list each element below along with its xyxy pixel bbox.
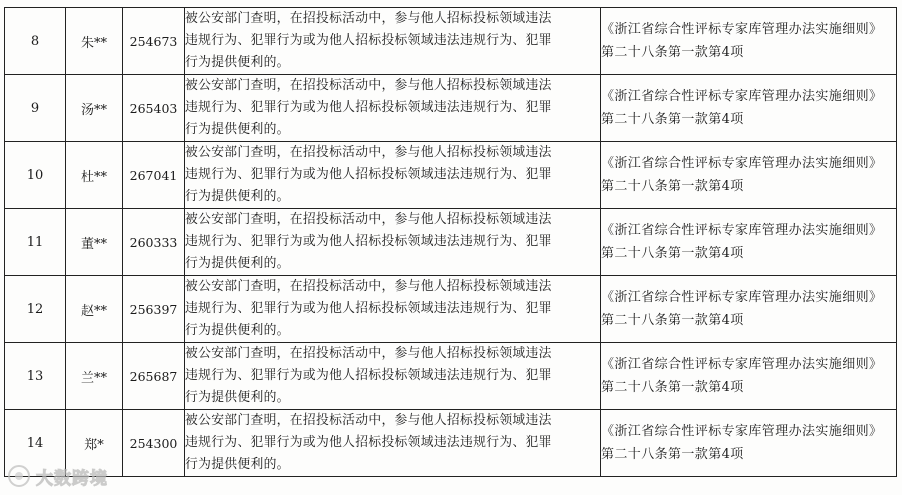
reason-line: 被公安部门查明，在招投标活动中，参与他人招标投标领域违法	[185, 145, 552, 160]
row-number: 14	[5, 410, 66, 477]
expert-id: 256397	[123, 276, 185, 343]
expert-id: 254673	[123, 8, 185, 75]
expert-name: 赵**	[66, 276, 123, 343]
basis-line: 《浙江省综合性评标专家库管理办法实施细则》	[601, 357, 883, 372]
watermark-text: 大数跨境	[36, 468, 108, 489]
reason-line: 违规行为、犯罪行为或为他人招标投标领域违法违规行为、犯罪	[185, 167, 552, 182]
reason-line: 行为提供便利的。	[185, 457, 290, 472]
table-row	[5, 410, 897, 477]
basis-line: 第二十八条第一款第4项	[601, 313, 744, 328]
expert-name: 朱**	[66, 8, 123, 75]
row-number: 8	[5, 8, 66, 75]
basis-line: 第二十八条第一款第4项	[601, 447, 744, 462]
reason-line: 违规行为、犯罪行为或为他人招标投标领域违法违规行为、犯罪	[185, 435, 552, 450]
reason-line: 行为提供便利的。	[185, 256, 290, 271]
violation-reason	[185, 276, 601, 343]
legal-basis	[601, 410, 897, 477]
reason-line: 行为提供便利的。	[185, 323, 290, 338]
reason-line: 行为提供便利的。	[185, 189, 290, 204]
violation-reason	[185, 8, 601, 75]
reason-line: 被公安部门查明，在招投标活动中，参与他人招标投标领域违法	[185, 279, 552, 294]
table-row	[5, 276, 897, 343]
row-number: 12	[5, 276, 66, 343]
expert-id: 265687	[123, 343, 185, 410]
reason-line: 被公安部门查明，在招投标活动中，参与他人招标投标领域违法	[185, 413, 552, 428]
basis-line: 第二十八条第一款第4项	[601, 380, 744, 395]
table-row	[5, 142, 897, 209]
expert-id: 260333	[123, 209, 185, 276]
basis-line: 第二十八条第一款第4项	[601, 45, 744, 60]
legal-basis	[601, 209, 897, 276]
basis-line: 《浙江省综合性评标专家库管理办法实施细则》	[601, 89, 883, 104]
reason-line: 被公安部门查明，在招投标活动中，参与他人招标投标领域违法	[185, 212, 552, 227]
expert-name: 兰**	[66, 343, 123, 410]
basis-line: 《浙江省综合性评标专家库管理办法实施细则》	[601, 156, 883, 171]
basis-line: 《浙江省综合性评标专家库管理办法实施细则》	[601, 22, 883, 37]
expert-penalty-table	[4, 7, 897, 477]
expert-name: 杜**	[66, 142, 123, 209]
violation-reason	[185, 142, 601, 209]
legal-basis	[601, 343, 897, 410]
violation-reason	[185, 75, 601, 142]
violation-reason	[185, 343, 601, 410]
row-number: 11	[5, 209, 66, 276]
legal-basis	[601, 8, 897, 75]
expert-name: 郑*	[66, 410, 123, 477]
reason-line: 被公安部门查明，在招投标活动中，参与他人招标投标领域违法	[185, 346, 552, 361]
violation-reason	[185, 209, 601, 276]
reason-line: 行为提供便利的。	[185, 390, 290, 405]
expert-id: 254300	[123, 410, 185, 477]
row-number: 10	[5, 142, 66, 209]
reason-line: 行为提供便利的。	[185, 55, 290, 70]
row-number: 13	[5, 343, 66, 410]
row-number: 9	[5, 75, 66, 142]
reason-line: 被公安部门查明，在招投标活动中，参与他人招标投标领域违法	[185, 11, 552, 26]
reason-line: 行为提供便利的。	[185, 122, 290, 137]
table-row	[5, 209, 897, 276]
reason-line: 违规行为、犯罪行为或为他人招标投标领域违法违规行为、犯罪	[185, 100, 552, 115]
legal-basis	[601, 75, 897, 142]
basis-line: 《浙江省综合性评标专家库管理办法实施细则》	[601, 424, 883, 439]
basis-line: 《浙江省综合性评标专家库管理办法实施细则》	[601, 290, 883, 305]
table-body	[5, 8, 897, 477]
table-row	[5, 75, 897, 142]
reason-line: 违规行为、犯罪行为或为他人招标投标领域违法违规行为、犯罪	[185, 33, 552, 48]
legal-basis	[601, 276, 897, 343]
basis-line: 第二十八条第一款第4项	[601, 246, 744, 261]
basis-line: 第二十八条第一款第4项	[601, 112, 744, 127]
basis-line: 第二十八条第一款第4项	[601, 179, 744, 194]
reason-line: 违规行为、犯罪行为或为他人招标投标领域违法违规行为、犯罪	[185, 234, 552, 249]
reason-line: 违规行为、犯罪行为或为他人招标投标领域违法违规行为、犯罪	[185, 368, 552, 383]
expert-name: 汤**	[66, 75, 123, 142]
legal-basis	[601, 142, 897, 209]
violation-reason	[185, 410, 601, 477]
watermark	[8, 464, 108, 488]
expert-name: 董**	[66, 209, 123, 276]
reason-line: 违规行为、犯罪行为或为他人招标投标领域违法违规行为、犯罪	[185, 301, 552, 316]
table-row	[5, 8, 897, 75]
reason-line: 被公安部门查明，在招投标活动中，参与他人招标投标领域违法	[185, 78, 552, 93]
brand-logo-icon	[8, 465, 30, 487]
expert-id: 265403	[123, 75, 185, 142]
table-row	[5, 343, 897, 410]
basis-line: 《浙江省综合性评标专家库管理办法实施细则》	[601, 223, 883, 238]
expert-id: 267041	[123, 142, 185, 209]
